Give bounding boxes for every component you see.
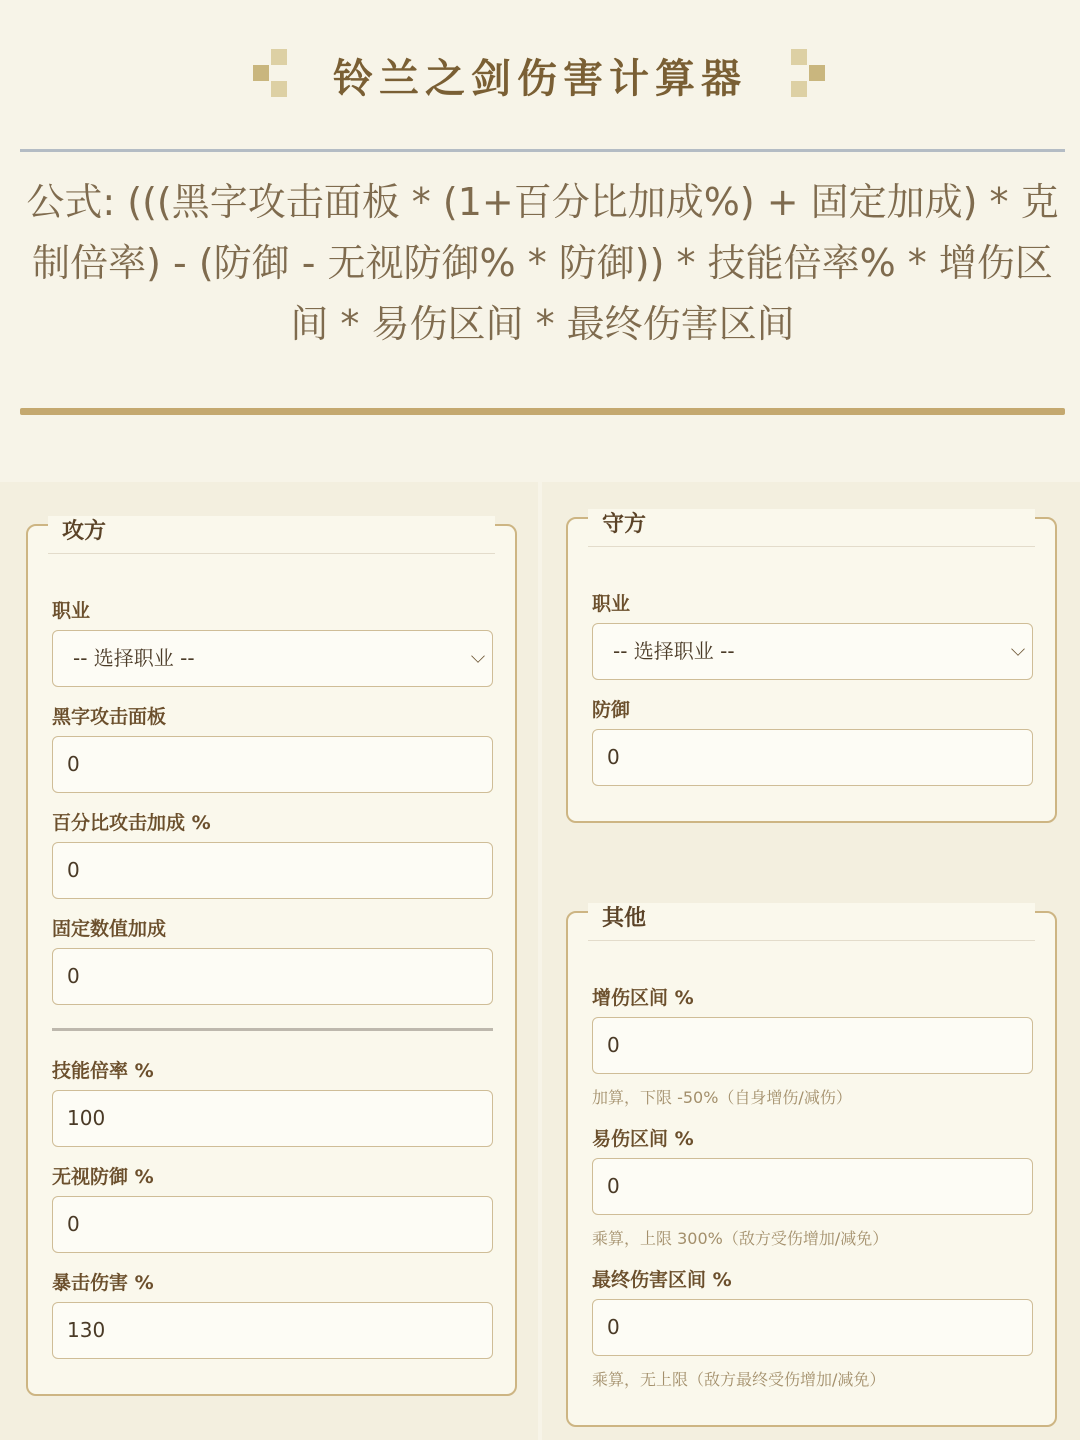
damage-bonus-label: 增伤区间 % [592,987,694,1009]
vulnerability-hint: 乘算，上限 300%（敌方受伤增加/减免） [592,1229,889,1248]
attacker-class-value: -- 选择职业 -- [73,646,195,670]
panel-title: 攻方 [62,519,107,544]
attacker-class-label: 职业 [52,600,91,622]
panel-title: 守方 [602,512,647,537]
formula-text: 公式: (((黑字攻击面板 * (1+百分比加成%) + 固定加成) * 克制倍率) - (防御 - 无视防御% * 防御)) * 技能倍率% * 增伤区间 * 易伤区间 * 最终伤害区间 [26,180,1059,346]
defender-class-select[interactable] [592,623,1033,680]
formula-divider [20,408,1065,415]
final-damage-hint: 乘算，无上限（敌方最终受伤增加/减免） [592,1370,886,1389]
page-header [0,0,1080,150]
final-damage-label: 最终伤害区间 % [592,1269,732,1291]
ignore-defense-input[interactable]: 0 [52,1196,493,1253]
page-title: 铃兰之剑伤害计算器 [333,55,747,102]
flat-bonus-label: 固定数值加成 [52,918,167,940]
defense-label: 防御 [592,699,631,721]
skill-rate-label: 技能倍率 % [52,1060,154,1082]
percent-attack-label: 百分比攻击加成 % [52,812,211,834]
defender-class-label: 职业 [592,593,631,615]
crit-damage-input[interactable]: 130 [52,1302,493,1359]
chevron-down-icon [471,649,485,663]
attack-panel-input[interactable]: 0 [52,736,493,793]
decor-squares-icon [253,49,289,101]
final-damage-input[interactable]: 0 [592,1299,1033,1356]
decor-squares-icon [791,49,827,101]
flat-bonus-input[interactable]: 0 [52,948,493,1005]
defender-class-value: -- 选择职业 -- [613,639,735,663]
attack-panel-label: 黑字攻击面板 [52,706,167,728]
ignore-defense-label: 无视防御 % [52,1166,154,1188]
skill-rate-input[interactable]: 100 [52,1090,493,1147]
header-divider [20,149,1065,152]
percent-attack-input[interactable]: 0 [52,842,493,899]
other-panel [566,906,1057,1427]
attacker-class-select[interactable] [52,630,493,687]
attacker-panel [26,519,517,1396]
crit-damage-label: 暴击伤害 % [52,1272,154,1294]
defender-panel [566,512,1057,823]
damage-bonus-hint: 加算，下限 -50%（自身增伤/减伤） [592,1088,852,1107]
vulnerability-input[interactable]: 0 [592,1158,1033,1215]
defense-input[interactable]: 0 [592,729,1033,786]
chevron-down-icon [1011,642,1025,656]
section-divider [52,1028,493,1031]
panel-title: 其他 [602,906,647,931]
vulnerability-label: 易伤区间 % [592,1128,694,1150]
damage-bonus-input[interactable]: 0 [592,1017,1033,1074]
